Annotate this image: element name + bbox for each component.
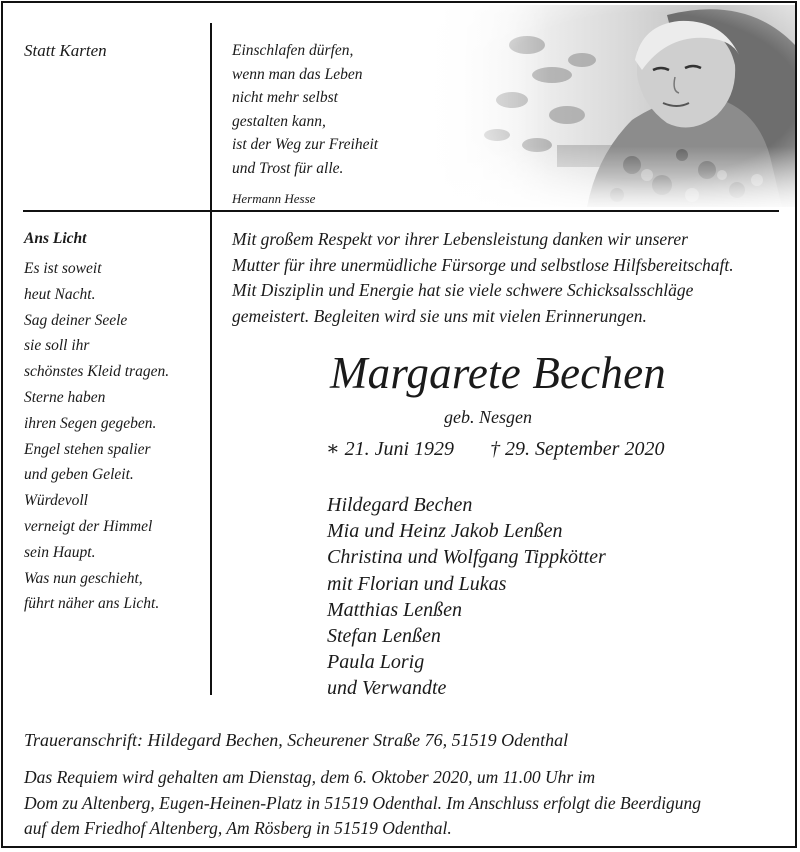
poem-line: schönstes Kleid tragen.: [24, 363, 170, 381]
requiem-line: auf dem Friedhof Altenberg, Am Rösberg in 51519 Odenthal.: [24, 818, 452, 838]
poem-line: heut Nacht.: [24, 285, 96, 303]
tribute-text: [232, 227, 792, 329]
mourner: Matthias Lenßen: [327, 598, 462, 621]
mourner: mit Florian und Lukas: [327, 572, 507, 595]
statt-karten-label: Statt Karten: [24, 41, 107, 60]
poem-line: Sag deiner Seele: [24, 311, 128, 329]
tribute-line: Mutter für ihre unermüdliche Fürsorge und selbstlose Hilfsbereitschaft.: [232, 254, 734, 275]
poem-line: ihren Segen gegeben.: [24, 414, 157, 432]
maiden-name: geb. Nesgen: [444, 407, 532, 427]
mourner: Christina und Wolfgang Tippkötter: [327, 546, 606, 569]
quote-line: nicht mehr selbst: [232, 89, 338, 106]
death-date: † 29. September 2020: [490, 438, 665, 460]
hesse-quote: [232, 39, 432, 207]
mourner: und Verwandte: [327, 677, 447, 700]
mourners-list: [327, 492, 606, 702]
obituary-notice: [1, 1, 797, 848]
poem-title: Ans Licht: [24, 230, 87, 247]
quote-line: ist der Weg zur Freiheit: [232, 136, 379, 153]
requiem-info: [24, 765, 784, 842]
mourner: Mia und Heinz Jakob Lenßen: [327, 520, 563, 543]
requiem-line: Das Requiem wird gehalten am Dienstag, dem 6. Oktober 2020, um 11.00 Uhr im: [24, 767, 596, 787]
tribute-line: gemeistert. Begleiten wird sie uns mit vielen Erinnerungen.: [232, 305, 647, 326]
poem-line: Sterne haben: [24, 388, 106, 406]
poem-line: sie soll ihr: [24, 337, 90, 355]
poem-lines: [24, 256, 204, 617]
quote-line: wenn man das Leben: [232, 65, 363, 83]
birth-date: ∗ 21. Juni 1929: [326, 438, 455, 460]
mourner: Stefan Lenßen: [327, 625, 441, 648]
vertical-divider: [210, 23, 212, 695]
mourning-address: Traueranschrift: Hildegard Bechen, Scheurener Straße 76, 51519 Odenthal: [24, 730, 569, 750]
tribute-line: Mit Disziplin und Energie hat sie viele schwere Schicksalsschläge: [232, 280, 694, 300]
horizontal-divider: [23, 210, 779, 212]
portrait-photo: [417, 5, 795, 207]
quote-author: Hermann Hesse: [232, 191, 316, 206]
poem-line: Engel stehen spalier: [24, 440, 151, 458]
tribute-line: Mit großem Respekt vor ihrer Lebensleistung danken wir unserer: [232, 229, 688, 249]
ans-licht-poem: [24, 230, 204, 617]
mourner: Hildegard Bechen: [327, 494, 473, 516]
quote-line: und Trost für alle.: [232, 159, 344, 177]
requiem-line: Dom zu Altenberg, Eugen-Heinen-Platz in 51519 Odenthal. Im Anschluss erfolgt die Beerdigung: [24, 792, 702, 813]
portrait-photo-graphic: [417, 5, 795, 207]
quote-lines: [232, 39, 432, 180]
quote-line: gestalten kann,: [232, 112, 326, 130]
life-dates: [326, 436, 664, 461]
poem-line: sein Haupt.: [24, 543, 96, 561]
mourner: Paula Lorig: [327, 651, 425, 674]
poem-line: Was nun geschieht,: [24, 569, 143, 587]
poem-line: Würdevoll: [24, 492, 88, 510]
poem-line: verneigt der Himmel: [24, 517, 153, 535]
poem-line: Es ist soweit: [24, 260, 102, 277]
deceased-name: Margarete Bechen: [330, 348, 666, 398]
poem-line: führt näher ans Licht.: [24, 595, 160, 613]
quote-line: Einschlafen dürfen,: [232, 42, 354, 59]
poem-line: und geben Geleit.: [24, 466, 134, 484]
